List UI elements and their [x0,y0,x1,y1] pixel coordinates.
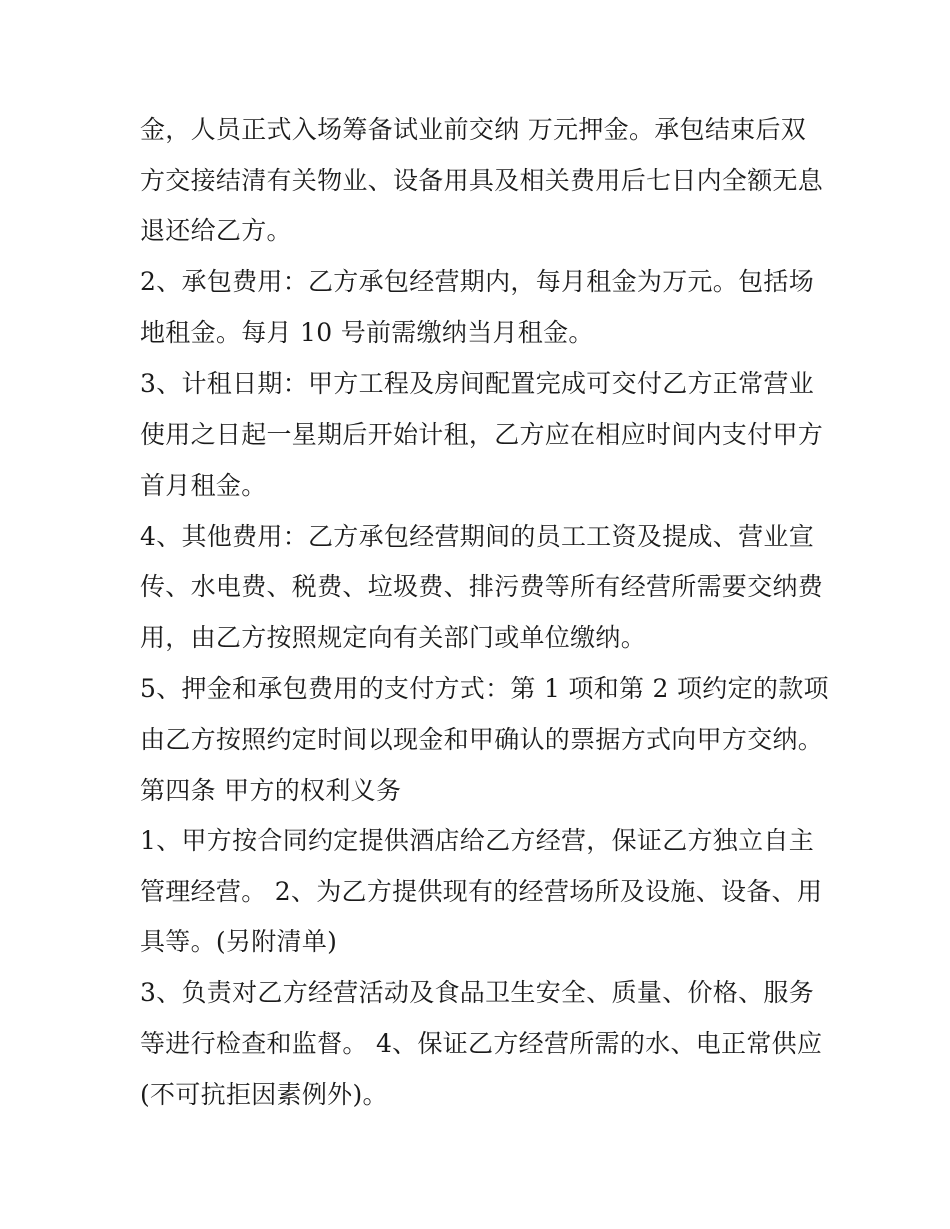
text-line: (不可抗拒因素例外)。 [140,1080,388,1109]
text-line: 管理经营。 2、为乙方提供现有的经营场所及设施、设备、用 [140,877,823,906]
text-line: 2、承包费用：乙方承包经营期内，每月租金为万元。包括场 [140,267,815,296]
text-line: 退还给乙方。 [140,216,292,245]
text-line: 用，由乙方按照规定向有关部门或单位缴纳。 [140,623,647,652]
text-line: 5、押金和承包费用的支付方式：第 1 项和第 2 项约定的款项 [140,674,829,703]
text-line: 地租金。每月 10 号前需缴纳当月租金。 [140,318,594,347]
text-line: 传、水电费、税费、垃圾费、排污费等所有经营所需要交纳费 [140,572,824,601]
text-line: 3、负责对乙方经营活动及食品卫生安全、质量、价格、服务 [140,978,815,1007]
text-line: 等进行检查和监督。 4、保证乙方经营所需的水、电正常供应 [140,1029,823,1058]
text-line: 使用之日起一星期后开始计租，乙方应在相应时间内支付甲方 [140,420,824,449]
text-line: 4、其他费用：乙方承包经营期间的员工工资及提成、营业宣 [140,522,815,551]
section-heading: 第四条 甲方的权利义务 [140,776,402,805]
text-line: 由乙方按照约定时间以现金和甲确认的票据方式向甲方交纳。 [140,725,824,754]
text-line: 3、计租日期：甲方工程及房间配置完成可交付乙方正常营业 [140,369,815,398]
text-line: 1、甲方按合同约定提供酒店给乙方经营，保证乙方独立自主 [140,826,815,855]
text-line: 首月租金。 [140,471,267,500]
text-line: 方交接结清有关物业、设备用具及相关费用后七日内全额无息 [140,166,824,195]
text-line: 具等。(另附清单) [140,927,338,956]
text-line: 金，人员正式入场筹备试业前交纳 万元押金。承包结束后双 [140,115,807,144]
